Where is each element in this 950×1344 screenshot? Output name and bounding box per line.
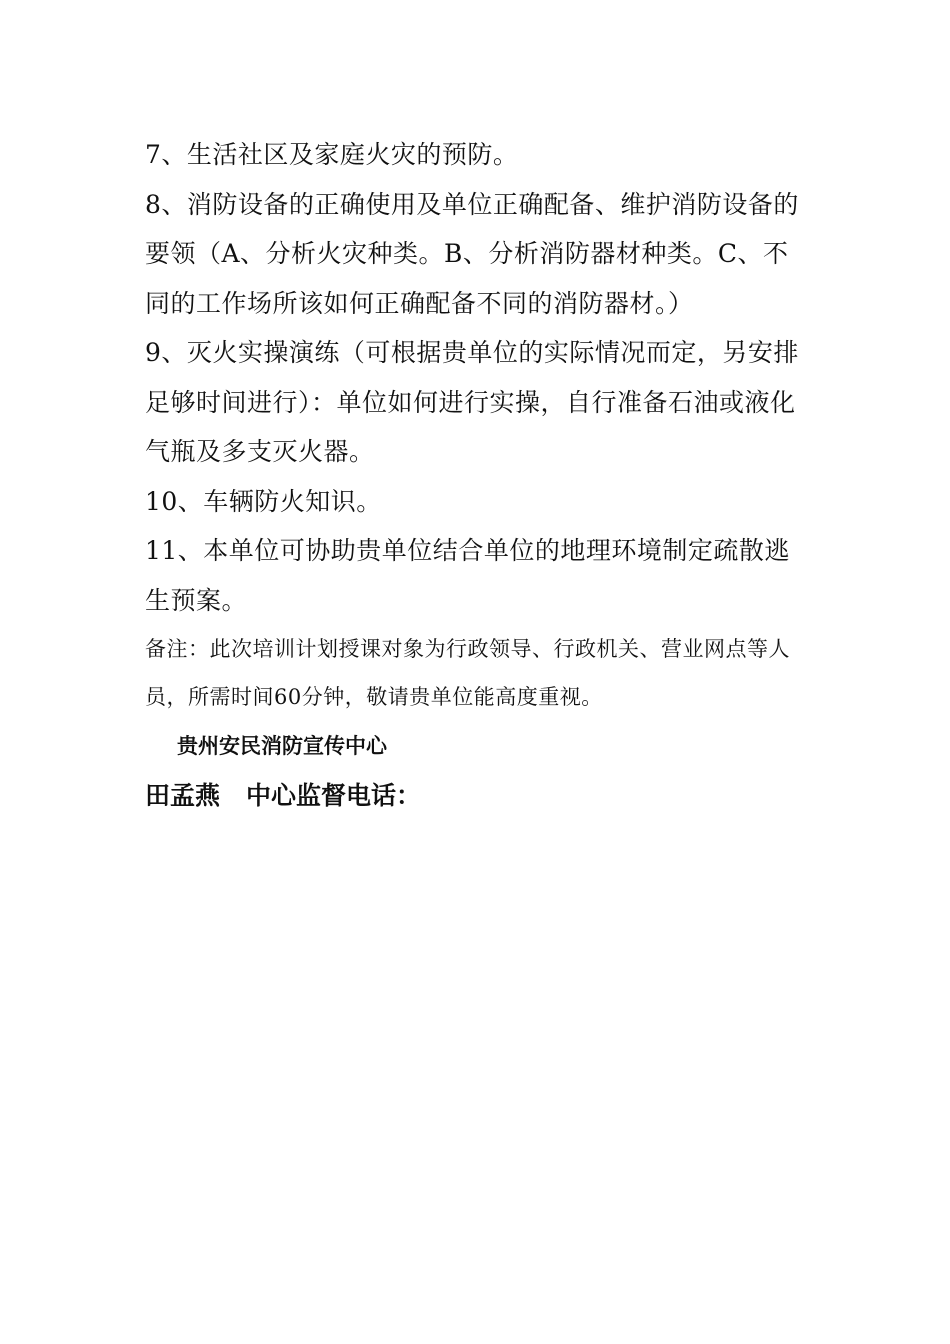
list-item-9: 9、灭火实操演练（可根据贵单位的实际情况而定，另安排足够时间进行）：单位如何进行实操，自行准备石油或液化气瓶及多支灭火器。 (145, 338, 799, 466)
contact-name: 田孟燕 (145, 781, 221, 810)
contact-phone-label: 中心监督电话： (246, 781, 422, 810)
organization-name: 贵州安民消防宣传中心 (177, 733, 387, 758)
list-item-8: 8、消防设备的正确使用及单位正确配备、维护消防设备的要领（A、分析火灾种类。B、分析消防器材种类。C、不同的工作场所该如何正确配备不同的消防器材。） (145, 189, 799, 318)
remark-note: 备注：此次培训计划授课对象为行政领导、行政机关、营业网点等人员，所需时间60分钟，敬请贵单位能高度重视。 (145, 637, 790, 709)
list-item-7: 7、生活社区及家庭火灾的预防。 (145, 140, 519, 169)
list-item-11: 11、本单位可协助贵单位结合单位的地理环境制定疏散逃生预案。 (145, 536, 790, 615)
list-item-10: 10、车辆防火知识。 (145, 486, 382, 516)
contact-line (145, 771, 810, 821)
document-body (145, 130, 810, 821)
